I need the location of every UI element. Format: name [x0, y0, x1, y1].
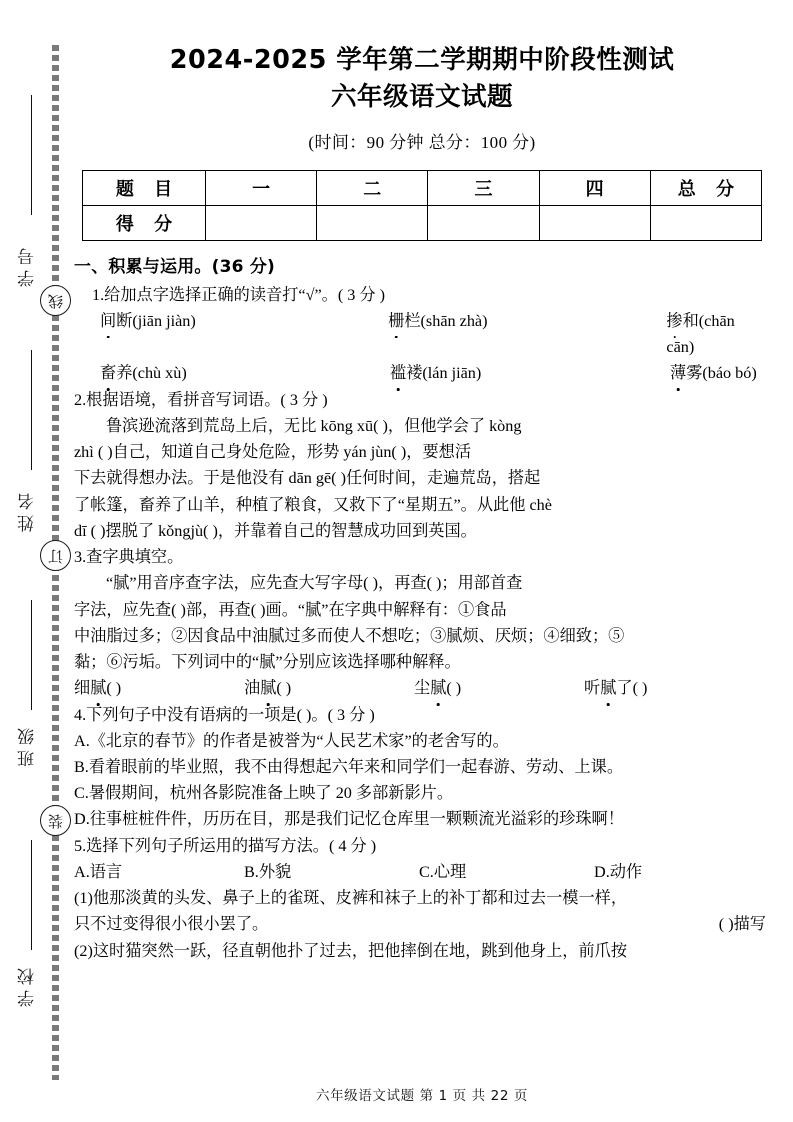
dictionary-word-blank[interactable]: 细腻( )	[74, 675, 244, 701]
score-table-rowlabel-1: 得 分	[83, 206, 206, 241]
score-input-cell-0[interactable]	[206, 206, 317, 241]
page-title-line1: 2024-2025 学年第二学期期中阶段性测试	[169, 45, 675, 75]
binding-seal-线: 线	[40, 285, 71, 316]
question-5-item1-line1: (1)他那淡黄的头发、鼻子上的雀斑、皮裤和袜子上的补丁都和过去一模一样，	[74, 889, 628, 908]
question-4-options	[74, 728, 766, 833]
dotted-character: 腻	[430, 675, 446, 701]
question-1-prompt: 1.给加点字选择正确的读音打“√”。( 3 分 )	[92, 285, 386, 304]
section-heading: 一、积累与运用。(36 分)	[74, 257, 275, 278]
margin-label-学校: 学校	[18, 963, 38, 1007]
margin-label-姓名: 姓名	[18, 488, 38, 532]
score-table-col-三: 三	[428, 171, 539, 206]
score-table-row-scores	[83, 206, 762, 241]
question-5-item2-line1: (2)这时猫突然一跃，径直朝他扑了过去，把他摔倒在地，跳到他身上，前爪按	[74, 941, 628, 960]
question-5-prompt: 5.选择下列句子所运用的描写方法。( 4 分 )	[74, 836, 377, 855]
dotted-character: 腻	[260, 675, 276, 701]
question-2-line4: 了帐篷，畜养了山羊，种植了粮食，又救下了“星期五”。从此他 chè	[74, 495, 552, 514]
score-input-cell-2[interactable]	[428, 206, 539, 241]
exam-sheet	[72, 0, 772, 1122]
pinyin-choice-item[interactable]: 褴褛(lán jiān)	[390, 360, 670, 386]
question-5-choice-A[interactable]: A.语言	[74, 862, 123, 881]
question-3-line4: 黏；⑥污垢。下列词中的“腻”分别应该选择哪种解释。	[74, 653, 461, 672]
dotted-character: 腻	[600, 675, 616, 701]
binding-margin	[0, 0, 72, 1122]
question-body	[72, 254, 772, 964]
question-3-word-row	[74, 675, 766, 701]
question-3-line3: 中油脂过多；②因食品中油腻过多而使人不想吃；③腻烦、厌烦；④细致；⑤	[74, 626, 625, 645]
score-table-col-总 分: 总 分	[650, 171, 761, 206]
question-5-choice-B[interactable]: B.外貌	[244, 862, 292, 881]
exam-subtitle: (时间：90 分钟 总分：100 分)	[308, 133, 536, 153]
question-4-option-B[interactable]: B.看着眼前的毕业照，我不由得想起六年来和同学们一起春游、劳动、上课。	[74, 758, 624, 776]
page-title-line2: 六年级语文试题	[330, 81, 513, 112]
score-table-col-二: 二	[317, 171, 428, 206]
question-1-row-1	[100, 360, 766, 386]
question-1-row-0	[100, 308, 766, 360]
binding-rule-0	[31, 95, 32, 215]
dotted-character: 掺	[666, 308, 682, 334]
dictionary-word-blank[interactable]: 尘腻( )	[414, 675, 584, 701]
score-table-rowlabel-0: 题 目	[83, 171, 206, 206]
question-3-line1: “腻”用音序查字法，应先查大写字母( )，再查( )；用部首查	[106, 574, 523, 593]
question-1-rows	[74, 308, 766, 387]
score-table-row-header	[83, 171, 762, 206]
score-table	[82, 170, 762, 241]
pinyin-choice-item[interactable]: 间断(jiān jiàn)	[100, 308, 388, 360]
question-3-line2: 字法，应先查( )部，再查( )画。“腻”在字典中解释有：①食品	[74, 600, 507, 619]
dictionary-word-blank[interactable]: 油腻( )	[244, 675, 414, 701]
question-4-option-A[interactable]: A.《北京的春节》的作者是被誉为“人民艺术家”的老舍写的。	[74, 731, 509, 750]
question-5-choice-C[interactable]: C.心理	[419, 862, 467, 881]
question-4-option-C[interactable]: C.暑假期间，杭州各影院准备上映了 20 多部新影片。	[74, 784, 454, 803]
page-footer: 六年级语文试题 第 1 页 共 22 页	[315, 1088, 528, 1104]
score-table-col-四: 四	[539, 171, 650, 206]
score-input-cell-4[interactable]	[650, 206, 761, 241]
question-4-prompt: 4.下列句子中没有语病的一项是( )。( 3 分 )	[74, 705, 375, 724]
binding-seal-装: 装	[40, 805, 71, 836]
question-4-option-D[interactable]: D.往事桩桩件件，历历在目，那是我们记忆仓库里一颗颗流光溢彩的珍珠啊！	[74, 810, 624, 829]
pinyin-choice-item[interactable]: 掺和(chān cān)	[666, 308, 766, 360]
question-2-line1: 鲁滨逊流落到荒岛上后，无比 kōng xū( )，但他学会了 kòng	[106, 416, 522, 435]
question-5-choice-D[interactable]: D.动作	[594, 862, 643, 881]
question-2-line5: dī ( )摆脱了 kǒngjù( )，并靠着自己的智慧成功回到英国。	[74, 521, 477, 540]
pinyin-choice-item[interactable]: 薄雾(báo bó)	[670, 360, 757, 386]
question-5-item1-line2-wrap	[74, 911, 766, 937]
dotted-character: 畜	[100, 360, 116, 386]
question-2-line3: 下去就得想办法。于是他没有 dān gē( )任何时间，走遍荒岛，搭起	[74, 469, 541, 488]
dotted-character: 薄	[670, 360, 686, 386]
dotted-character: 腻	[90, 675, 106, 701]
dotted-character: 栅	[388, 308, 404, 334]
question-5-item1-answer-blank[interactable]: ( )描写	[718, 915, 766, 934]
binding-rule-1	[31, 350, 32, 470]
dotted-character: 间	[100, 308, 116, 334]
question-5-choices	[74, 859, 766, 885]
question-3-prompt: 3.查字典填空。	[74, 548, 184, 567]
binding-seal-订: 订	[40, 540, 71, 571]
question-2-line2: zhì ( )自己，知道自己身处危险，形势 yán jùn( )，要想活	[74, 443, 472, 462]
question-2-prompt: 2.根据语境，看拼音写词语。( 3 分 )	[74, 390, 328, 409]
score-input-cell-3[interactable]	[539, 206, 650, 241]
margin-label-班级: 班级	[18, 723, 38, 767]
dictionary-word-blank[interactable]: 听腻了( )	[584, 675, 754, 701]
margin-label-学号: 学号	[18, 243, 38, 287]
pinyin-choice-item[interactable]: 栅栏(shān zhà)	[388, 308, 666, 360]
score-input-cell-1[interactable]	[317, 206, 428, 241]
pinyin-choice-item[interactable]: 畜养(chù xù)	[100, 360, 390, 386]
dotted-character: 褴	[390, 360, 406, 386]
score-table-col-一: 一	[206, 171, 317, 206]
question-5-item1-line2: 只不过变得很小很小罢了。	[74, 915, 269, 934]
